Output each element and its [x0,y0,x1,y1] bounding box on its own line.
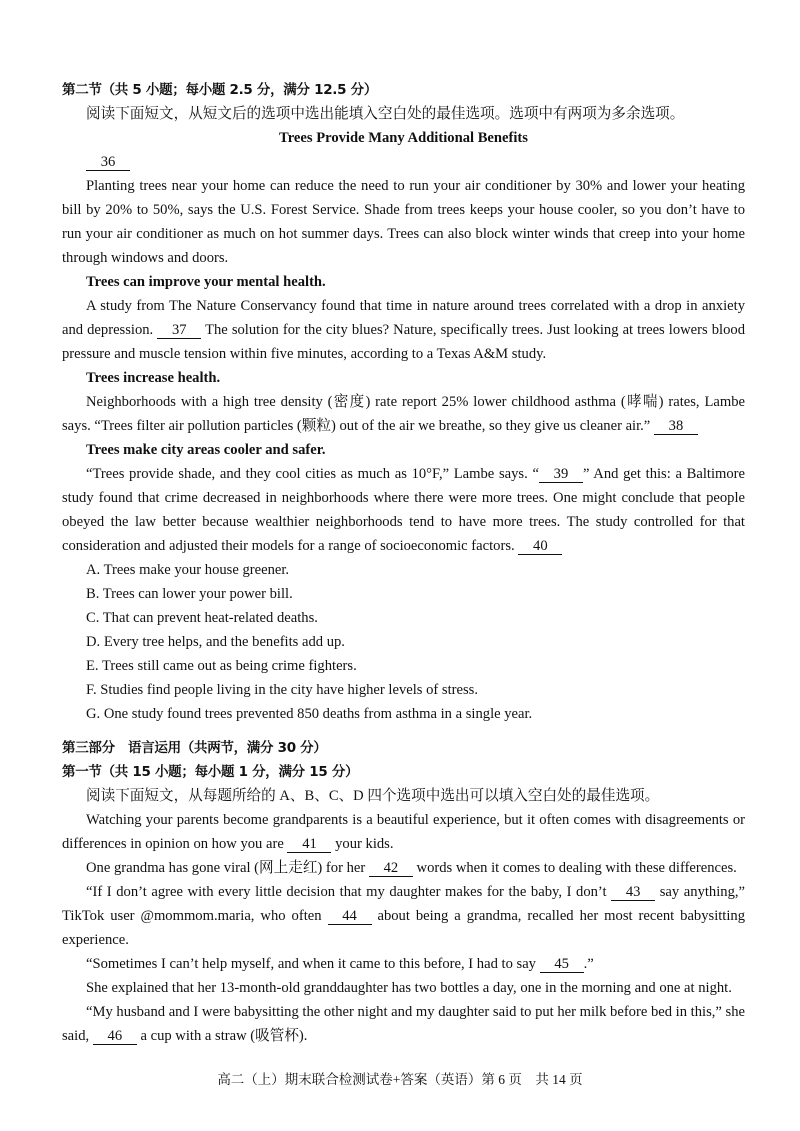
paragraph [62,976,745,1000]
text-run: G. One study found trees prevented 850 deaths from asthma in a single year. [86,706,533,722]
answer-option [62,630,745,654]
text-run: a cup with a straw (吸管杯). [136,1028,308,1044]
document-page [62,78,745,1048]
blank-40: 40 [518,538,562,555]
text-run: C. That can prevent heat-related deaths. [86,610,318,626]
subheading [62,270,745,294]
section-heading: 第二节（共 5 小题；每小题 2.5 分，满分 12.5 分） [62,82,378,98]
paragraph [62,390,745,438]
text-run: words when it comes to dealing with these differences. [412,860,737,876]
instruction: 阅读下面短文，从短文后的选项中选出能填入空白处的最佳选项。选项中有两项为多余选项。 [86,106,685,122]
instruction: 阅读下面短文，从每题所给的 A、B、C、D 四个选项中选出可以填入空白处的最佳选项。 [86,788,660,804]
blank-37: 37 [157,322,201,339]
blank-44: 44 [328,908,372,925]
answer-option [62,678,745,702]
page-footer: 高二（上）期末联合检测试卷+答案（英语）第 6 页 共 14 页 [217,1072,583,1087]
text-run: “Trees provide shade, and they cool cities as much as 10°F,” Lambe says. “ [86,466,539,482]
text-run: The solution for the city blues? Nature, specifically trees. Just looking at trees lowers blood pressure and muscle tension within five minutes, according to a Texas A&M study. [62,322,745,362]
text-run: ” And get this: a Baltimore study found that crime decreased in neighborhoods where there were more trees. One might conclude that people obeyed the law better because wealthier neighborhoods tend to have more trees. The study controlled for that consideration and adjusted their models for a range of socioeconomic factors. [62,466,745,554]
blank-46: 46 [93,1028,137,1045]
passage-body [62,808,745,1048]
text-run: She explained that her 13-month-old granddaughter has two bottles a day, one in the morning and one at night. [86,980,732,996]
text-run: Trees make city areas cooler and safer. [86,442,326,458]
paragraph [62,880,745,952]
paragraph [62,174,745,270]
text-run: Trees can improve your mental health. [86,274,326,290]
text-run: Planting trees near your home can reduce the need to run your air conditioner by 30% and lower your heating bill by 20% to 50%, says the U.S. Forest Service. Shade from trees keeps your house cooler, so you don’t have to run your air conditioner as much on hot summer days. Trees can also block winter winds that creep into your home through windows and doors. [62,178,745,266]
paragraph [62,150,745,174]
text-run: D. Every tree helps, and the benefits add up. [86,634,345,650]
text-run: E. Trees still came out as being crime fighters. [86,658,357,674]
text-run: about being a grandma, recalled her most recent babysitting experience. [62,908,746,948]
text-run: “If I don’t agree with every little decision that my daughter makes for the baby, I don’t [86,884,612,900]
blank-38: 38 [654,418,698,435]
paragraph [62,1000,745,1048]
blank-45: 45 [540,956,584,973]
subheading [62,366,745,390]
answer-option [62,606,745,630]
text-run: F. Studies find people living in the city have higher levels of stress. [86,682,478,698]
text-run: “My husband and I were babysitting the other night and my daughter said to put her milk before bed in this,” she said, [62,1004,745,1044]
part-heading: 第三部分 语言运用（共两节，满分 30 分） [62,740,327,756]
paragraph [62,856,745,880]
text-run: say anything,” TikTok user @mommom.maria, who often [62,884,745,924]
text-run: B. Trees can lower your power bill. [86,586,293,602]
text-run: A. Trees make your house greener. [86,562,290,578]
text-run: your kids. [331,836,394,852]
passage-title: Trees Provide Many Additional Benefits [279,130,528,146]
answer-option [62,654,745,678]
paragraph [62,808,745,856]
blank-41: 41 [287,836,331,853]
text-run: “Sometimes I can’t help myself, and when it came to this before, I had to say [86,956,540,972]
section-heading: 第一节（共 15 小题；每小题 1 分，满分 15 分） [62,764,359,780]
answer-option [62,702,745,726]
paragraph [62,462,745,558]
passage-body [62,150,745,726]
answer-option [62,582,745,606]
paragraph [62,952,745,976]
paragraph [62,294,745,366]
blank-36: 36 [86,154,130,171]
text-run: Trees increase health. [86,370,221,386]
subheading [62,438,745,462]
answer-option [62,558,745,582]
text-run: A study from The Nature Conservancy found that time in nature around trees correlated with a drop in anxiety and depression. [62,298,745,338]
text-run: Neighborhoods with a high tree density (密度) rate report 25% lower childhood asthma (哮喘) rates, Lambe says. “Trees filter air pollution particles (颗粒) out of the air we breathe, so they give us cleaner air.” [62,394,745,434]
blank-39: 39 [539,466,583,483]
blank-43: 43 [611,884,655,901]
text-run: .” [583,956,594,972]
blank-42: 42 [369,860,413,877]
text-run: One grandma has gone viral (网上走红) for her [86,860,369,876]
text-run: Watching your parents become grandparents is a beautiful experience, but it often comes with disagreements or differences in opinion on how you are [62,812,745,852]
